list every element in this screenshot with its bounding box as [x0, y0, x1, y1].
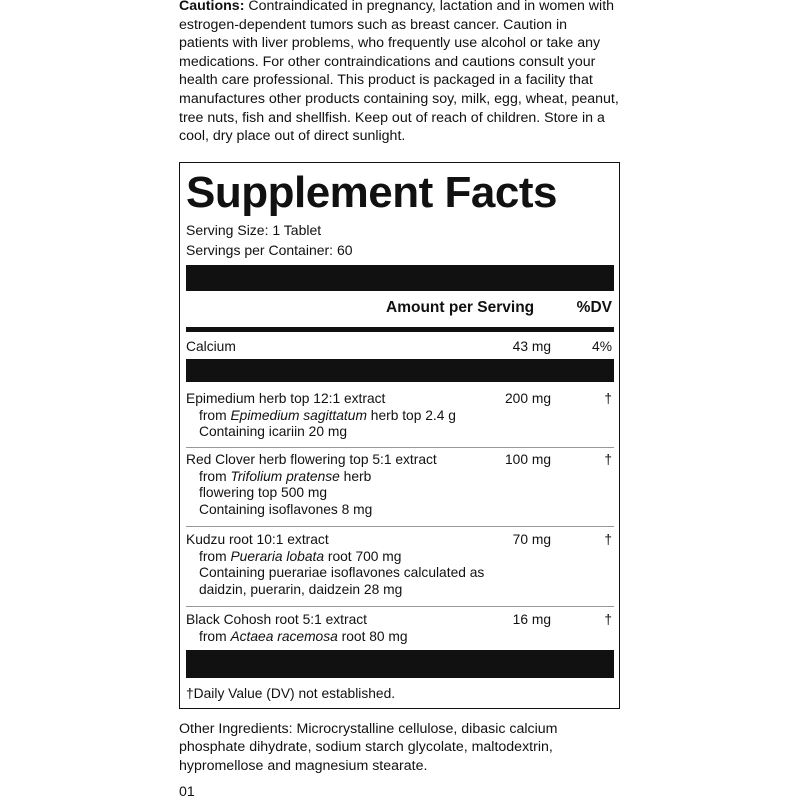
nutrient-name: Calcium — [186, 339, 236, 354]
ingredient-dv: † — [604, 452, 612, 467]
servings-per-container: Servings per Container: 60 — [186, 242, 353, 258]
cautions-label: Cautions: — [179, 0, 245, 14]
ingredient-source: from Actaea racemosa root 80 mg — [199, 628, 408, 644]
row-divider — [186, 447, 614, 448]
ingredient-name: Epimedium herb top 12:1 extract — [186, 391, 386, 406]
ingredient-amount: 100 mg — [504, 452, 551, 467]
header-dv: %DV — [576, 299, 612, 316]
row-divider — [186, 526, 614, 527]
ingredient-dv: † — [604, 391, 612, 406]
ingredient-name: Kudzu root 10:1 extract — [186, 532, 329, 547]
ingredient-amount: 16 mg — [512, 612, 551, 627]
ingredient-amount: 200 mg — [504, 391, 551, 406]
thick-divider — [186, 265, 614, 291]
panel-title: Supplement Facts — [186, 168, 557, 217]
header-divider — [186, 327, 614, 332]
ingredient-amount: 70 mg — [512, 532, 551, 547]
ingredient-standardization-cont: daidzin, puerarin, daidzein 28 mg — [199, 581, 403, 597]
ingredient-source-cont: flowering top 500 mg — [199, 485, 328, 500]
nutrient-dv: 4% — [592, 339, 612, 354]
ingredient-dv: † — [604, 612, 612, 627]
ingredient-source: from Pueraria lobata root 700 mg — [199, 548, 402, 564]
ingredient-name: Black Cohosh root 5:1 extract — [186, 612, 367, 627]
ingredient-source: from Trifolium pratense herb — [199, 468, 372, 484]
footnote: †Daily Value (DV) not established. — [186, 686, 396, 701]
cautions-body: Contraindicated in pregnancy, lactation and in women with estrogen-dependent tumors such as breast cancer. Caution in patients with liver problems, who frequently use alcohol or take any medications. For other contraindications and cautions consult your health care professional. This product is packaged in a facility that manufactures other products containing soy, milk, egg, wheat, peanut, tree nuts, fish and shellfish. Keep out of reach of children. Store in a cool, dry place out of direct sunlight. — [179, 0, 619, 145]
supplement-facts-panel — [179, 162, 620, 709]
nutrient-amount: 43 mg — [512, 339, 551, 354]
ingredient-standardization: Containing puerariae isoflavones calculated as — [199, 565, 485, 580]
ingredient-name: Red Clover herb flowering top 5:1 extract — [186, 452, 437, 467]
lot-code: 01 — [179, 784, 195, 800]
row-divider — [186, 606, 614, 607]
ingredient-dv: † — [604, 532, 612, 547]
cautions-text — [179, 0, 619, 146]
serving-size: Serving Size: 1 Tablet — [186, 222, 322, 238]
ingredient-source: from Epimedium sagittatum herb top 2.4 g — [199, 407, 456, 423]
ingredient-standardization: Containing icariin 20 mg — [199, 424, 348, 439]
thick-divider — [186, 359, 614, 382]
other-ingredients: Other Ingredients: Microcrystalline cellulose, dibasic calcium phosphate dihydrate, sodium starch glycolate, maltodextrin, hypromellose and magnesium stearate. — [179, 721, 558, 774]
ingredient-standardization: Containing isoflavones 8 mg — [199, 501, 373, 517]
header-amount: Amount per Serving — [386, 299, 535, 316]
thick-divider — [186, 650, 614, 678]
